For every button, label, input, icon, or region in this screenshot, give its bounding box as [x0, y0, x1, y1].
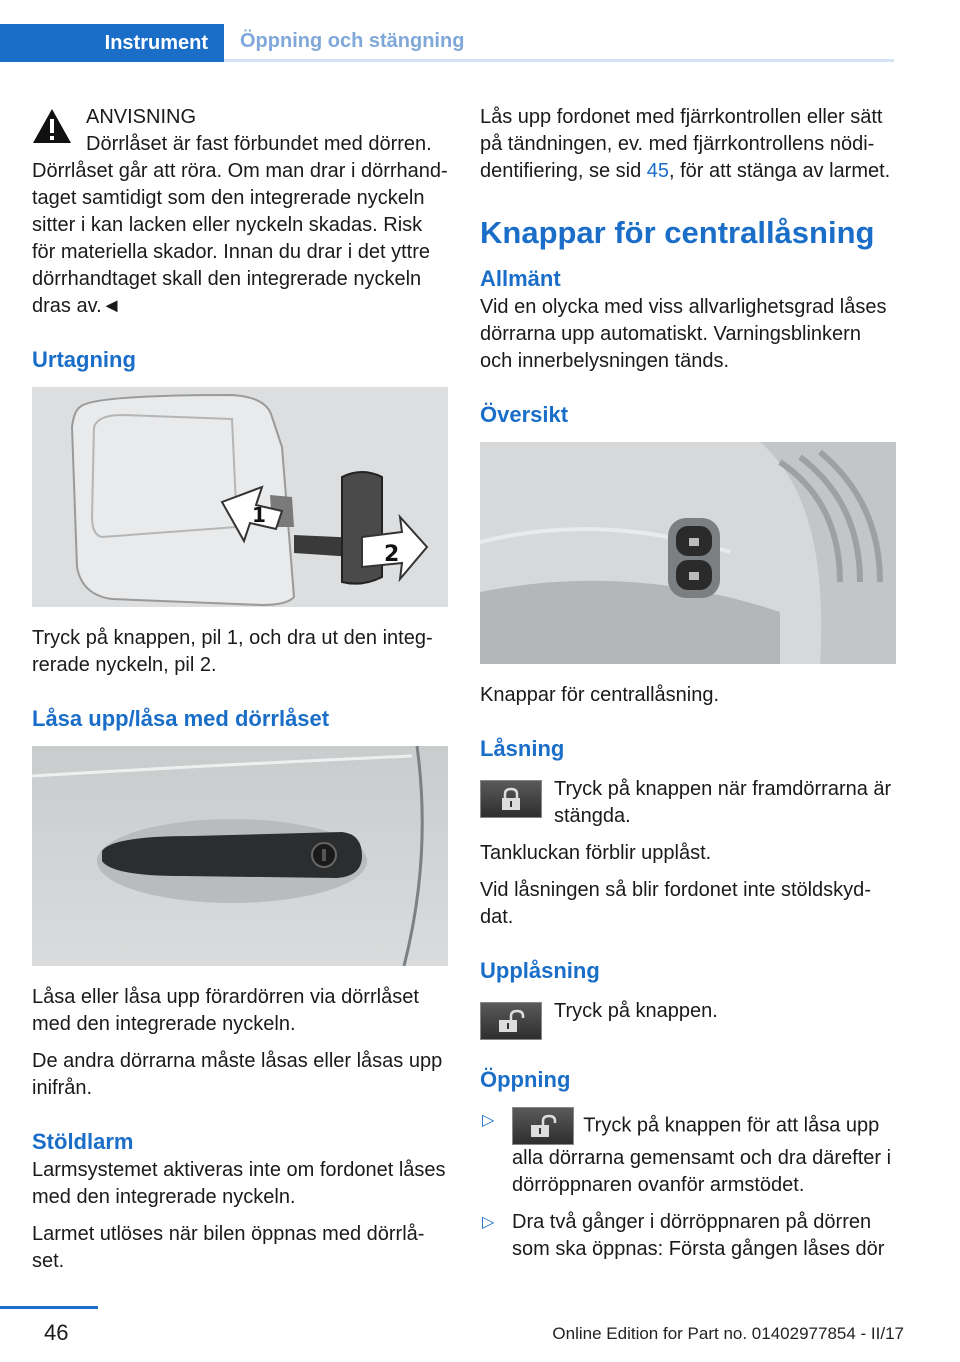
page-number: 46: [44, 1320, 69, 1345]
heading-oversikt: Översikt: [480, 402, 569, 427]
bullet-1-text: Tryck på knappen för att låsa upp alla dörrarna gemensamt och dra därefter i dörröppnaren ovanför armstödet.: [512, 1114, 892, 1196]
triangle-bullet-icon: ▷: [482, 1112, 495, 1129]
left-column: [32, 104, 448, 1285]
intro-before: Lås upp fordonet med fjärrkontrollen eller sätt på tändningen, ev. med fjärrkontrollens nödidentifiering, se sid: [480, 106, 883, 182]
heading-urtagning: Urtagning: [32, 347, 136, 372]
warning-block: [32, 104, 448, 158]
figure-label-1: 1: [252, 503, 266, 527]
warning-title: ANVISNING: [86, 106, 197, 128]
stold-text-2: Larmet utlöses när bilen öppnas med dörrlåset.: [32, 1223, 425, 1272]
figure-label-2: 2: [384, 542, 400, 567]
figure-door-handle: [32, 746, 448, 966]
heading-upplasning: Upplåsning: [480, 958, 600, 983]
heading-lasa-upp: Låsa upp/låsa med dörrlåset: [32, 706, 330, 731]
triangle-bullet-icon: ▷: [482, 1214, 495, 1231]
stoldskydd-text: Vid låsningen så blir fordonet inte stöldskyddat.: [480, 879, 871, 928]
edition-text: Online Edition for Part no. 01402977854 - II/17: [552, 1324, 904, 1343]
lasning-row: [480, 776, 896, 830]
header-tabs: [0, 24, 960, 62]
oversikt-caption: Knappar för centrallåsning.: [480, 684, 720, 706]
figure-lock-buttons: [480, 442, 896, 664]
page-link-45[interactable]: 45: [646, 160, 670, 182]
heading-allmant: Allmänt: [480, 266, 561, 291]
footer-rule: [0, 1306, 98, 1309]
warning-first-line: Dörrlåset är fast förbundet med dörren.: [86, 133, 432, 155]
tab-oppning-och-stangning[interactable]: Öppning och stängning: [224, 24, 894, 62]
heading-knappar-centrallasning: Knappar för centrallåsning: [480, 215, 875, 250]
lock-button-icon: [480, 780, 542, 818]
tank-text: Tankluckan förblir upplåst.: [480, 842, 712, 864]
bullet-2-text: Dra två gånger i dörröppnaren på dörren som ska öppnas: Första gången låses dör: [512, 1211, 885, 1260]
unlock-button-icon: [512, 1107, 574, 1145]
allmant-text: Vid en olycka med viss allvarlighetsgrad låses dörrarna upp automatiskt. Varningsblinkern och innerbelysningen tänds.: [480, 296, 887, 372]
tab-instrument[interactable]: Instrument: [0, 24, 224, 62]
figure-key-removal: [32, 387, 448, 607]
lasa-text-2: De andra dörrarna måste låsas eller låsas upp inifrån.: [32, 1050, 443, 1099]
unlock-button-icon: [480, 1002, 542, 1040]
upplasning-row: [480, 998, 896, 1040]
lasning-text: Tryck på knappen när framdörrarna är stängda.: [554, 778, 892, 827]
list-item: [480, 1209, 896, 1263]
alarm-intro-text: [480, 104, 896, 185]
warning-icon: [32, 108, 72, 144]
right-column: [480, 104, 896, 1273]
list-item: [480, 1107, 896, 1199]
heading-stoldlarm: Stöldlarm: [32, 1129, 134, 1154]
heading-lasning: Låsning: [480, 736, 565, 761]
warning-body: Dörrlåset går att röra. Om man drar i dörrhandtaget samtidigt som den integrerade nyckeln sitter i kan lacken eller nyckeln skadas. Risk för materiella skador. Innan du drar i det yttre dörrhandtaget skall den integrerade nyckeln dras av.◄: [32, 160, 448, 317]
heading-oppning: Öppning: [480, 1067, 571, 1092]
lasa-text-1: Låsa eller låsa upp förardörren via dörrlåset med den integrerade nyckeln.: [32, 986, 419, 1035]
intro-after: , för att stänga av larmet.: [669, 160, 891, 182]
upplasning-text: Tryck på knappen.: [554, 1000, 718, 1022]
urtagning-text: Tryck på knappen, pil 1, och dra ut den integrerade nyckeln, pil 2.: [32, 627, 433, 676]
stold-text-1: Larmsystemet aktiveras inte om fordonet låses med den integrerade nyckeln.: [32, 1159, 446, 1208]
